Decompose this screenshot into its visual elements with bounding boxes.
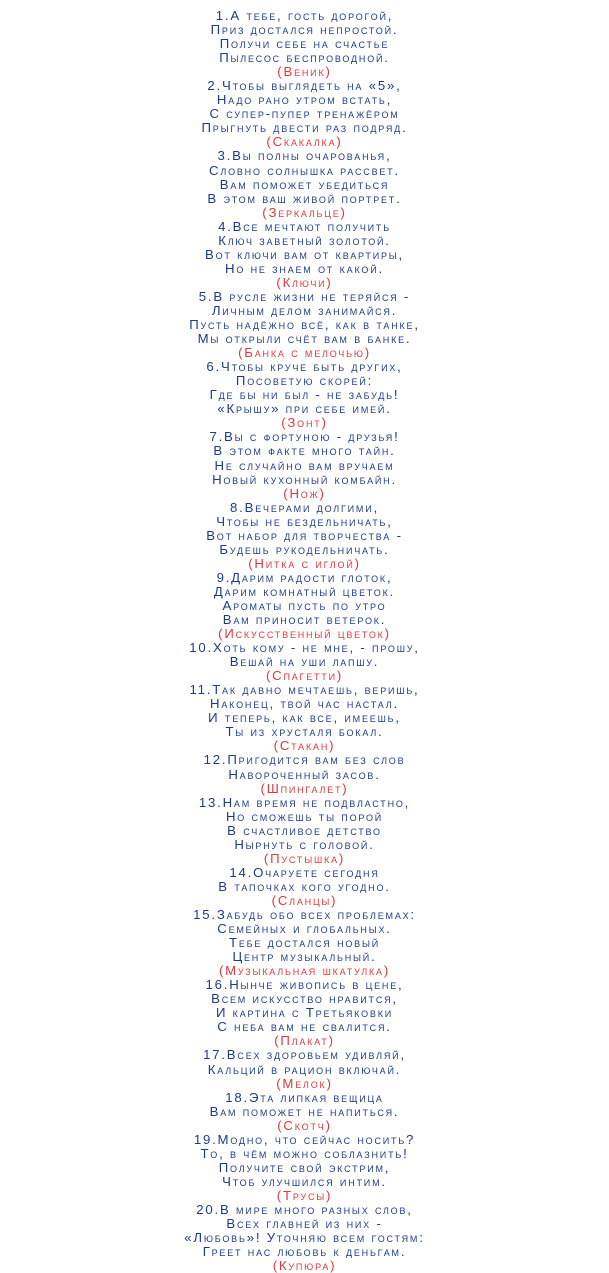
riddle-line: Получите свой экстрим, <box>218 1159 391 1175</box>
riddle-line: 6.Чтобы круче быть других, <box>206 359 403 375</box>
riddle-line: С супер-пупер тренажёром <box>209 106 400 122</box>
riddle-line: Ты из хрусталя бокал. <box>225 724 384 740</box>
riddle-line: Но сможешь ты порой <box>225 808 384 824</box>
riddle-line: 3.Вы полны очарованья, <box>217 148 392 164</box>
riddle-line: Центр музыкальный. <box>232 949 377 965</box>
riddle-line: 17.Всех здоровьем удивляй, <box>203 1047 406 1063</box>
riddle-answer: (Скакалка) <box>266 134 343 150</box>
riddle-block <box>0 978 609 1048</box>
riddle-line: Словно солнышка рассвет. <box>209 162 400 178</box>
riddle-line: Надо рано утром встать, <box>216 92 393 108</box>
riddle-block <box>0 866 609 908</box>
riddle-line: 7.Вы с фортуною - друзья! <box>209 429 400 445</box>
riddle-block <box>0 1048 609 1090</box>
riddle-block <box>0 501 609 571</box>
riddle-line: Личным делом занимайся. <box>211 302 398 318</box>
riddle-line: 15.Забудь обо всех проблемах: <box>193 907 416 922</box>
riddle-line: Вешай на уши лапшу. <box>229 654 380 670</box>
riddle-line: И теперь, как все, имеешь, <box>208 710 401 726</box>
riddle-answer: (Скотч) <box>277 1117 332 1133</box>
riddle-block <box>0 1091 609 1133</box>
riddle-list <box>0 9 609 1273</box>
riddle-line: 8.Вечерами долгими, <box>230 499 379 515</box>
riddle-answer: (Нож) <box>283 485 326 501</box>
riddle-block <box>0 149 609 219</box>
riddle-line: Вам приносит ветерок. <box>222 612 387 628</box>
riddle-line: 5.В русле жизни не теряйся - <box>198 288 411 304</box>
riddle-block <box>0 683 609 753</box>
riddle-block <box>0 220 609 290</box>
riddle-answer: (Спагетти) <box>265 668 344 684</box>
riddle-line: Чтоб улучшился интим. <box>222 1173 387 1189</box>
riddle-line: Тебе достался новый <box>228 935 381 951</box>
riddle-line: В тапочках кого угодно. <box>218 878 391 894</box>
riddle-line: Греет нас любовь к деньгам. <box>202 1244 407 1260</box>
riddle-line: Где бы ни был - не забудь! <box>209 387 400 403</box>
riddle-line: Посоветую скорей: <box>235 373 374 389</box>
riddle-line: 13.Нам время не подвластно, <box>198 794 411 810</box>
riddle-line: Всех главней из них - <box>226 1216 383 1232</box>
riddle-line: Прыгнуть двести раз подряд. <box>201 120 408 136</box>
riddle-line: Чтобы не бездельничать, <box>216 513 393 529</box>
riddle-line: Ключ заветный золотой. <box>218 232 391 248</box>
riddle-block <box>0 753 609 795</box>
riddle-answer: (Музыкальная шкатулка) <box>218 963 391 979</box>
riddle-answer: (Стакан) <box>273 738 336 754</box>
riddle-line: Ароматы пусть по утро <box>222 597 387 613</box>
riddle-line: Нырнуть с головой. <box>234 836 375 852</box>
riddle-answer: (Трусы) <box>276 1187 333 1203</box>
riddle-line: 19.Модно, что сейчас носить? <box>193 1131 416 1147</box>
riddle-answer: (Искусственный цветок) <box>218 626 391 642</box>
riddle-line: «Любовь»! Уточняю всем гостям: <box>184 1230 425 1246</box>
riddle-line: Будешь рукодельничать. <box>219 541 390 557</box>
riddle-block <box>0 1133 609 1203</box>
riddle-line: Но не знаем от какой. <box>225 260 384 276</box>
riddle-line: Пусть надёжно всё, как в танке, <box>189 317 420 333</box>
riddle-answer: (Пустышка) <box>263 850 346 866</box>
riddle-line: Наконец, твой час настал. <box>210 696 399 712</box>
riddle-answer: (Купюра) <box>272 1258 337 1273</box>
riddle-block <box>0 908 609 978</box>
riddle-line: Кальций в рацион включай. <box>207 1061 402 1077</box>
riddle-line: 18.Эта липкая вещица <box>225 1089 384 1105</box>
riddle-line: 4.Все мечтают получить <box>218 218 391 234</box>
riddle-line: 20.В мире много разных слов, <box>196 1201 413 1217</box>
riddle-line: 16.Нынче живопись в цене, <box>205 977 404 993</box>
riddle-answer: (Сланцы) <box>271 892 338 908</box>
riddle-line: В счастливое детство <box>227 822 382 838</box>
riddle-line: С неба вам не свалится. <box>217 1019 392 1035</box>
riddle-block <box>0 1203 609 1273</box>
riddle-line: 10.Хоть кому - не мне, - прошу, <box>189 640 420 656</box>
riddle-block <box>0 290 609 360</box>
riddle-line: Вам поможет убедиться <box>219 176 390 192</box>
riddle-block <box>0 79 609 149</box>
riddle-line: 14.Очаруете сегодня <box>229 864 380 880</box>
riddle-line: Приз достался непростой. <box>210 22 399 38</box>
riddle-line: Пылесос беспроводной. <box>219 50 390 66</box>
riddle-block <box>0 571 609 641</box>
riddle-line: Семейных и глобальных. <box>217 921 392 937</box>
riddle-line: Навороченный засов. <box>228 766 381 782</box>
riddle-line: Мы открыли счёт вам в банке. <box>197 331 412 347</box>
riddle-answer: (Мелок) <box>276 1075 333 1091</box>
riddle-answer: (Ключи) <box>276 274 333 290</box>
riddle-line: 12.Пригодится вам без слов <box>203 752 406 768</box>
riddle-answer: (Веник) <box>277 64 332 80</box>
riddle-line: Получи себе на счастье <box>219 36 390 52</box>
riddle-answer: (Плакат) <box>274 1033 335 1049</box>
riddle-line: В этом факте много тайн. <box>213 443 396 459</box>
riddle-line: Вам поможет не напиться. <box>209 1103 400 1119</box>
riddle-block <box>0 430 609 500</box>
riddle-line: Вот ключи вам от квартиры, <box>204 246 404 262</box>
riddle-line: 11.Так давно мечтаешь, веришь, <box>189 682 420 698</box>
riddle-line: И картина с Третьяковки <box>215 1005 394 1021</box>
riddle-line: В этом ваш живой портрет. <box>207 190 402 206</box>
riddle-line: Новый кухонный комбайн. <box>212 471 397 487</box>
riddle-line: 9.Дарим радости глоток, <box>216 569 393 585</box>
riddle-answer: (Банка с мелочью) <box>238 345 371 361</box>
riddle-answer: (Зеркальце) <box>262 204 347 220</box>
riddle-block <box>0 360 609 430</box>
riddle-line: Вот набор для творчества - <box>206 527 403 543</box>
riddle-line: Не случайно вам вручаем <box>214 457 395 473</box>
riddle-block <box>0 9 609 79</box>
riddle-block <box>0 641 609 683</box>
riddle-block <box>0 796 609 866</box>
riddle-line: 2.Чтобы выглядеть на «5», <box>207 78 402 94</box>
riddle-answer: (Зонт) <box>281 415 328 431</box>
riddle-line: Всем искусство нравится, <box>211 991 398 1007</box>
riddle-line: «Крышу» при себе имей. <box>217 401 392 417</box>
riddle-answer: (Шпингалет) <box>260 780 349 796</box>
riddle-answer: (Нитка с иглой) <box>248 555 361 571</box>
riddle-line: 1.А тебе, гость дорогой, <box>215 8 394 23</box>
riddle-line: Дарим комнатный цветок. <box>213 583 396 599</box>
riddle-line: То, в чём можно соблазнить! <box>200 1145 409 1161</box>
